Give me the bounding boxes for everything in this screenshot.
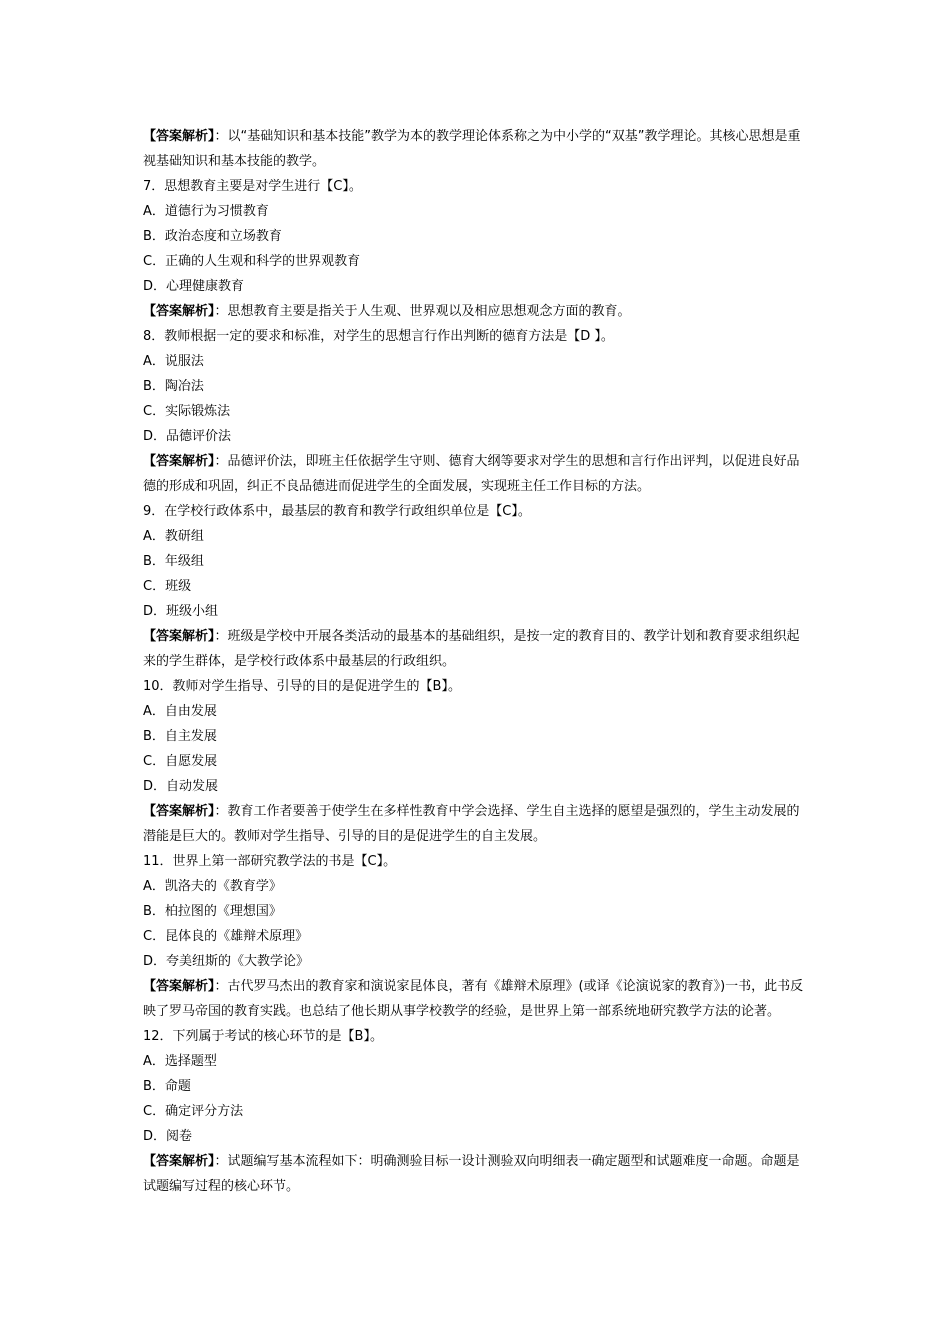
answer-option: D．班级小组 <box>143 604 219 619</box>
answer-option: D．阅卷 <box>143 1129 193 1144</box>
answer-analysis-text: ：试题编写基本流程如下：明确测验目标一设计测验双向明细表一确定题型和试题难度一命题。命题是试题编写过程的核心环节。 <box>143 1154 800 1194</box>
answer-option: B．年级组 <box>143 554 204 569</box>
answer-option: A．选择题型 <box>143 1054 217 1069</box>
answer-option: A．自由发展 <box>143 704 217 719</box>
answer-analysis-text: ：教育工作者要善于使学生在多样性教育中学会选择、学生自主选择的愿望是强烈的，学生主动发展的潜能是巨大的。教师对学生指导、引导的目的是促进学生的自主发展。 <box>143 804 800 844</box>
document-content <box>143 124 811 1199</box>
answer-option: A．教研组 <box>143 529 204 544</box>
answer-analysis <box>143 974 811 1024</box>
answer-option: B．陶冶法 <box>143 379 204 394</box>
answer-option: D．夸美纽斯的《大教学论》 <box>143 954 310 969</box>
answer-analysis-label: 【答案解析】 <box>143 804 215 819</box>
answer-analysis-text: ：以“基础知识和基本技能”教学为本的教学理论体系称之为中小学的“双基”教学理论。其核心思想是重视基础知识和基本技能的教学。 <box>143 129 801 169</box>
question-stem: 10．教师对学生指导、引导的目的是促进学生的【B】。 <box>143 679 461 694</box>
answer-analysis <box>143 1149 811 1199</box>
answer-analysis-label: 【答案解析】 <box>143 129 215 144</box>
answer-option: A．道德行为习惯教育 <box>143 204 269 219</box>
answer-analysis-label: 【答案解析】 <box>143 1154 215 1169</box>
answer-option: A．说服法 <box>143 354 204 369</box>
question-stem: 12．下列属于考试的核心环节的是【B】。 <box>143 1029 383 1044</box>
answer-analysis-text: ：班级是学校中开展各类活动的最基本的基础组织，是按一定的教育目的、教学计划和教育要求组织起来的学生群体，是学校行政体系中最基层的行政组织。 <box>143 629 800 669</box>
answer-option: A．凯洛夫的《教育学》 <box>143 879 282 894</box>
answer-option: C．班级 <box>143 579 192 594</box>
answer-option: B．自主发展 <box>143 729 217 744</box>
answer-option: C．实际锻炼法 <box>143 404 231 419</box>
answer-option: C．确定评分方法 <box>143 1104 244 1119</box>
question-stem: 8．教师根据一定的要求和标准，对学生的思想言行作出判断的德育方法是【D 】。 <box>143 329 614 344</box>
answer-option: B．柏拉图的《理想国》 <box>143 904 282 919</box>
answer-option: B．政治态度和立场教育 <box>143 229 282 244</box>
answer-analysis <box>143 124 811 174</box>
answer-analysis-label: 【答案解析】 <box>143 304 215 319</box>
question-stem: 7．思想教育主要是对学生进行【C】。 <box>143 179 362 194</box>
answer-option: D．心理健康教育 <box>143 279 245 294</box>
answer-analysis <box>143 299 811 324</box>
answer-option: D．品德评价法 <box>143 429 232 444</box>
answer-analysis <box>143 449 811 499</box>
answer-option: C．正确的人生观和科学的世界观教育 <box>143 254 361 269</box>
answer-analysis-text: ：古代罗马杰出的教育家和演说家昆体良，著有《雄辩术原理》(或译《论演说家的教育》)一书，此书反映了罗马帝国的教育实践。也总结了他长期从事学校教学的经验，是世界上第一部系统地研究教学方法的论著。 <box>143 979 804 1019</box>
answer-option: C．昆体良的《雄辩术原理》 <box>143 929 309 944</box>
answer-analysis <box>143 624 811 674</box>
answer-analysis-label: 【答案解析】 <box>143 454 215 469</box>
answer-option: C．自愿发展 <box>143 754 218 769</box>
answer-analysis-text: ：思想教育主要是指关于人生观、世界观以及相应思想观念方面的教育。 <box>214 304 631 319</box>
question-stem: 9．在学校行政体系中，最基层的教育和教学行政组织单位是【C】。 <box>143 504 531 519</box>
question-stem: 11．世界上第一部研究教学法的书是【C】。 <box>143 854 397 869</box>
answer-analysis <box>143 799 811 849</box>
answer-option: B．命题 <box>143 1079 191 1094</box>
answer-analysis-label: 【答案解析】 <box>143 629 215 644</box>
answer-option: D．自动发展 <box>143 779 219 794</box>
answer-analysis-label: 【答案解析】 <box>143 979 215 994</box>
answer-analysis-text: ：品德评价法，即班主任依据学生守则、德育大纲等要求对学生的思想和言行作出评判，以促进良好品德的形成和巩固，纠正不良品德进而促进学生的全面发展，实现班主任工作目标的方法。 <box>143 454 800 494</box>
